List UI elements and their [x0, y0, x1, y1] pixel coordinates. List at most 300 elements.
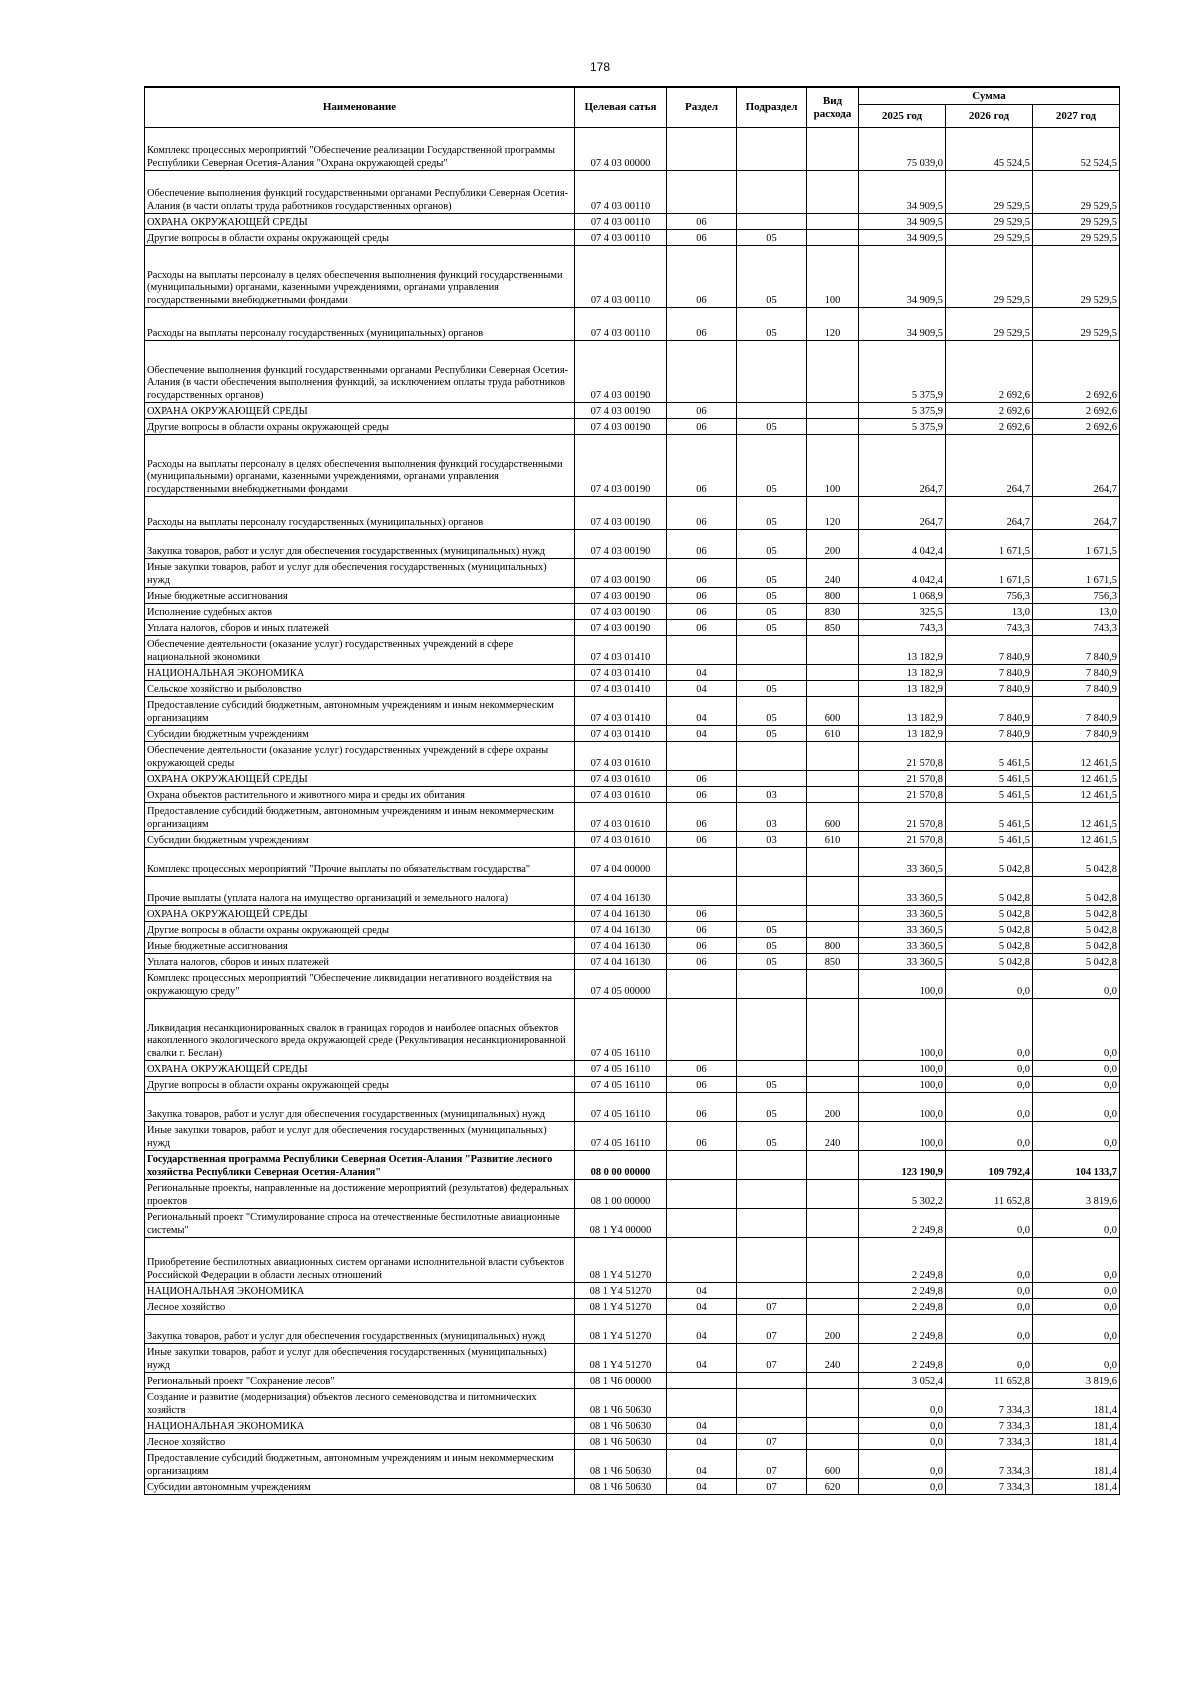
table-row: [145, 787, 1120, 803]
cell-2026: 13,0: [946, 604, 1033, 620]
cell-2025: 2 249,8: [859, 1209, 946, 1238]
cell-code: 07 4 03 01410: [575, 697, 667, 726]
cell-name: Другие вопросы в области охраны окружающей среды: [145, 230, 575, 246]
cell-name: Иные закупки товаров, работ и услуг для обеспечения государственных (муниципальных) нужд: [145, 1344, 575, 1373]
cell-2027: 0,0: [1033, 1122, 1120, 1151]
cell-name: Сельское хозяйство и рыболовство: [145, 681, 575, 697]
cell-code: 08 1 Y4 51270: [575, 1315, 667, 1344]
table-row: [145, 588, 1120, 604]
cell-2027: 52 524,5: [1033, 128, 1120, 171]
cell-2026: 0,0: [946, 1061, 1033, 1077]
cell-vid: [807, 341, 859, 403]
cell-2026: 0,0: [946, 1122, 1033, 1151]
cell-code: 07 4 03 00190: [575, 604, 667, 620]
cell-code: 07 4 03 01410: [575, 636, 667, 665]
cell-razdel: 06: [667, 1077, 737, 1093]
table-row: [145, 1389, 1120, 1418]
cell-code: 07 4 03 00110: [575, 230, 667, 246]
cell-podrazdel: 05: [737, 246, 807, 308]
cell-razdel: 06: [667, 1122, 737, 1151]
cell-vid: [807, 922, 859, 938]
table-row: [145, 214, 1120, 230]
cell-2026: 5 461,5: [946, 787, 1033, 803]
cell-razdel: [667, 1238, 737, 1283]
cell-2026: 7 334,3: [946, 1479, 1033, 1495]
cell-razdel: [667, 341, 737, 403]
cell-podrazdel: [737, 970, 807, 999]
table-row: [145, 1093, 1120, 1122]
cell-code: 07 4 03 01610: [575, 771, 667, 787]
cell-2027: 2 692,6: [1033, 341, 1120, 403]
cell-vid: [807, 742, 859, 771]
cell-2027: 29 529,5: [1033, 230, 1120, 246]
cell-razdel: 06: [667, 435, 737, 497]
cell-vid: 830: [807, 604, 859, 620]
cell-2027: 3 819,6: [1033, 1180, 1120, 1209]
cell-2026: 5 042,8: [946, 954, 1033, 970]
cell-2027: 0,0: [1033, 1077, 1120, 1093]
cell-2025: 13 182,9: [859, 665, 946, 681]
cell-razdel: 04: [667, 1283, 737, 1299]
cell-name: Региональные проекты, направленные на достижение мероприятий (результатов) федеральных проектов: [145, 1180, 575, 1209]
cell-podrazdel: 05: [737, 922, 807, 938]
cell-name: Обеспечение выполнения функций государственными органами Республики Северная Осетия-Алания (в части обеспечения выполнения функций, за исключением оплаты труда работников государственных органов): [145, 341, 575, 403]
cell-name: Комплекс процессных мероприятий "Обеспечение реализации Государственной программы Республики Северная Осетия-Алания "Охрана окружающей среды": [145, 128, 575, 171]
cell-podrazdel: [737, 1238, 807, 1283]
table-row: [145, 1180, 1120, 1209]
cell-code: 07 4 03 00110: [575, 308, 667, 341]
cell-vid: 610: [807, 726, 859, 742]
cell-podrazdel: 05: [737, 497, 807, 530]
cell-name: Предоставление субсидий бюджетным, автономным учреждениям и иным некоммерческим организациям: [145, 1450, 575, 1479]
cell-name: Региональный проект "Стимулирование спроса на отечественные беспилотные авиационные системы": [145, 1209, 575, 1238]
cell-name: Субсидии бюджетным учреждениям: [145, 726, 575, 742]
table-row: [145, 954, 1120, 970]
cell-razdel: 04: [667, 681, 737, 697]
cell-razdel: 06: [667, 559, 737, 588]
table-row: [145, 1061, 1120, 1077]
cell-2027: 12 461,5: [1033, 787, 1120, 803]
cell-vid: 600: [807, 803, 859, 832]
cell-2027: 7 840,9: [1033, 697, 1120, 726]
cell-2026: 5 461,5: [946, 803, 1033, 832]
cell-name: Предоставление субсидий бюджетным, автономным учреждениям и иным некоммерческим организациям: [145, 803, 575, 832]
cell-vid: [807, 787, 859, 803]
cell-vid: 800: [807, 588, 859, 604]
cell-2025: 75 039,0: [859, 128, 946, 171]
cell-name: Другие вопросы в области охраны окружающей среды: [145, 922, 575, 938]
cell-name: Региональный проект "Сохранение лесов": [145, 1373, 575, 1389]
cell-vid: 620: [807, 1479, 859, 1495]
cell-name: Расходы на выплаты персоналу в целях обеспечения выполнения функций государственными (муниципальными) органами, казенными учреждениями, органами управления государственными внебюджетными фондами: [145, 246, 575, 308]
cell-2025: 2 249,8: [859, 1283, 946, 1299]
cell-vid: 600: [807, 1450, 859, 1479]
table-row: [145, 681, 1120, 697]
cell-name: Исполнение судебных актов: [145, 604, 575, 620]
cell-razdel: 06: [667, 787, 737, 803]
cell-2027: 5 042,8: [1033, 938, 1120, 954]
cell-vid: 100: [807, 435, 859, 497]
header-podrazdel: Подраздел: [737, 87, 807, 128]
cell-vid: 850: [807, 954, 859, 970]
cell-2026: 7 840,9: [946, 726, 1033, 742]
cell-vid: [807, 1434, 859, 1450]
cell-2025: 100,0: [859, 999, 946, 1061]
cell-razdel: [667, 1209, 737, 1238]
cell-podrazdel: [737, 665, 807, 681]
cell-2026: 29 529,5: [946, 214, 1033, 230]
table-row: [145, 530, 1120, 559]
cell-code: 07 4 03 01610: [575, 787, 667, 803]
cell-name: Другие вопросы в области охраны окружающей среды: [145, 419, 575, 435]
cell-code: 07 4 04 16130: [575, 922, 667, 938]
cell-name: Субсидии автономным учреждениям: [145, 1479, 575, 1495]
cell-2025: 123 190,9: [859, 1151, 946, 1180]
cell-vid: [807, 1299, 859, 1315]
cell-2026: 5 461,5: [946, 771, 1033, 787]
cell-code: 07 4 03 00110: [575, 246, 667, 308]
cell-podrazdel: 05: [737, 230, 807, 246]
cell-code: 07 4 04 16130: [575, 938, 667, 954]
cell-podrazdel: [737, 742, 807, 771]
cell-2025: 100,0: [859, 1122, 946, 1151]
budget-table: [144, 86, 1120, 1495]
cell-razdel: 06: [667, 419, 737, 435]
cell-code: 07 4 04 16130: [575, 906, 667, 922]
table-row: [145, 970, 1120, 999]
cell-code: 07 4 05 16110: [575, 1093, 667, 1122]
cell-vid: [807, 906, 859, 922]
cell-podrazdel: 05: [737, 697, 807, 726]
table-row: [145, 697, 1120, 726]
cell-code: 07 4 03 00110: [575, 171, 667, 214]
cell-vid: [807, 1209, 859, 1238]
cell-2027: 0,0: [1033, 999, 1120, 1061]
table-row: [145, 1238, 1120, 1283]
cell-name: Уплата налогов, сборов и иных платежей: [145, 954, 575, 970]
cell-2026: 11 652,8: [946, 1180, 1033, 1209]
cell-podrazdel: [737, 1418, 807, 1434]
cell-2027: 7 840,9: [1033, 665, 1120, 681]
cell-2027: 13,0: [1033, 604, 1120, 620]
header-code: Целевая сатья: [575, 87, 667, 128]
cell-2026: 7 334,3: [946, 1450, 1033, 1479]
cell-name: Государственная программа Республики Северная Осетия-Алания "Развитие лесного хозяйства Республики Северная Осетия-Алания": [145, 1151, 575, 1180]
cell-2027: 5 042,8: [1033, 922, 1120, 938]
cell-razdel: 04: [667, 1299, 737, 1315]
header-2025: 2025 год: [859, 105, 946, 128]
cell-razdel: 04: [667, 1344, 737, 1373]
table-row: [145, 1344, 1120, 1373]
cell-2025: 100,0: [859, 1093, 946, 1122]
cell-2026: 264,7: [946, 435, 1033, 497]
cell-razdel: 06: [667, 771, 737, 787]
cell-2025: 743,3: [859, 620, 946, 636]
cell-2026: 7 334,3: [946, 1389, 1033, 1418]
cell-name: ОХРАНА ОКРУЖАЮЩЕЙ СРЕДЫ: [145, 906, 575, 922]
cell-vid: [807, 665, 859, 681]
cell-vid: 200: [807, 1093, 859, 1122]
cell-code: 07 4 03 00190: [575, 403, 667, 419]
cell-code: 07 4 03 01610: [575, 803, 667, 832]
cell-2026: 7 840,9: [946, 697, 1033, 726]
cell-2025: 33 360,5: [859, 954, 946, 970]
cell-code: 07 4 05 16110: [575, 1122, 667, 1151]
cell-podrazdel: 05: [737, 308, 807, 341]
table-row: [145, 771, 1120, 787]
cell-code: 07 4 03 01610: [575, 832, 667, 848]
cell-2026: 1 671,5: [946, 559, 1033, 588]
cell-code: 07 4 04 16130: [575, 877, 667, 906]
table-row: [145, 1450, 1120, 1479]
cell-razdel: 06: [667, 832, 737, 848]
cell-vid: [807, 419, 859, 435]
cell-2027: 1 671,5: [1033, 559, 1120, 588]
cell-code: 08 0 00 00000: [575, 1151, 667, 1180]
cell-2027: 181,4: [1033, 1418, 1120, 1434]
cell-podrazdel: 05: [737, 559, 807, 588]
header-2026: 2026 год: [946, 105, 1033, 128]
cell-2027: 181,4: [1033, 1389, 1120, 1418]
header-sum: Сумма: [859, 87, 1120, 105]
table-row: [145, 665, 1120, 681]
cell-razdel: 04: [667, 1450, 737, 1479]
cell-2025: 34 909,5: [859, 214, 946, 230]
cell-code: 07 4 03 00190: [575, 588, 667, 604]
cell-2025: 2 249,8: [859, 1238, 946, 1283]
cell-vid: [807, 771, 859, 787]
cell-vid: [807, 1077, 859, 1093]
cell-razdel: [667, 742, 737, 771]
cell-podrazdel: [737, 1373, 807, 1389]
cell-name: НАЦИОНАЛЬНАЯ ЭКОНОМИКА: [145, 1418, 575, 1434]
cell-2026: 29 529,5: [946, 246, 1033, 308]
cell-code: 07 4 03 00190: [575, 530, 667, 559]
cell-code: 07 4 03 00190: [575, 620, 667, 636]
table-row: [145, 1434, 1120, 1450]
cell-2026: 0,0: [946, 970, 1033, 999]
cell-vid: [807, 1180, 859, 1209]
cell-code: 08 1 Y4 51270: [575, 1344, 667, 1373]
cell-podrazdel: 07: [737, 1434, 807, 1450]
cell-2027: 264,7: [1033, 435, 1120, 497]
cell-podrazdel: 05: [737, 530, 807, 559]
cell-2025: 5 302,2: [859, 1180, 946, 1209]
table-row: [145, 308, 1120, 341]
cell-2026: 0,0: [946, 1299, 1033, 1315]
cell-2025: 21 570,8: [859, 832, 946, 848]
cell-2026: 2 692,6: [946, 341, 1033, 403]
cell-2026: 0,0: [946, 1093, 1033, 1122]
cell-code: 07 4 05 16110: [575, 999, 667, 1061]
cell-2026: 0,0: [946, 1209, 1033, 1238]
cell-2025: 100,0: [859, 1077, 946, 1093]
cell-vid: [807, 999, 859, 1061]
table-row: [145, 246, 1120, 308]
cell-podrazdel: [737, 1209, 807, 1238]
cell-podrazdel: [737, 1283, 807, 1299]
cell-podrazdel: 05: [737, 681, 807, 697]
cell-2027: 0,0: [1033, 1238, 1120, 1283]
cell-podrazdel: 05: [737, 1093, 807, 1122]
cell-2025: 13 182,9: [859, 681, 946, 697]
table-row: [145, 1283, 1120, 1299]
table-row: [145, 435, 1120, 497]
cell-2026: 7 840,9: [946, 665, 1033, 681]
cell-2027: 104 133,7: [1033, 1151, 1120, 1180]
cell-name: ОХРАНА ОКРУЖАЮЩЕЙ СРЕДЫ: [145, 771, 575, 787]
cell-2026: 2 692,6: [946, 403, 1033, 419]
cell-2027: 12 461,5: [1033, 803, 1120, 832]
table-row: [145, 636, 1120, 665]
cell-2025: 264,7: [859, 497, 946, 530]
cell-razdel: 06: [667, 938, 737, 954]
table-row: [145, 1151, 1120, 1180]
cell-podrazdel: 05: [737, 1122, 807, 1151]
cell-razdel: [667, 848, 737, 877]
cell-2026: 743,3: [946, 620, 1033, 636]
cell-razdel: 06: [667, 403, 737, 419]
cell-vid: 800: [807, 938, 859, 954]
cell-podrazdel: [737, 906, 807, 922]
cell-vid: [807, 970, 859, 999]
cell-2025: 264,7: [859, 435, 946, 497]
cell-2027: 0,0: [1033, 1344, 1120, 1373]
cell-2027: 0,0: [1033, 1283, 1120, 1299]
table-row: [145, 1479, 1120, 1495]
cell-2027: 29 529,5: [1033, 308, 1120, 341]
cell-2026: 29 529,5: [946, 230, 1033, 246]
cell-razdel: 06: [667, 308, 737, 341]
cell-razdel: 06: [667, 1093, 737, 1122]
cell-2025: 4 042,4: [859, 530, 946, 559]
cell-vid: [807, 681, 859, 697]
cell-2027: 29 529,5: [1033, 246, 1120, 308]
cell-podrazdel: 05: [737, 419, 807, 435]
cell-name: Комплекс процессных мероприятий "Обеспечение ликвидации негативного воздействия на окружающую среду": [145, 970, 575, 999]
cell-podrazdel: 05: [737, 726, 807, 742]
cell-name: Обеспечение выполнения функций государственными органами Республики Северная Осетия-Алания (в части оплаты труда работников государственных органов): [145, 171, 575, 214]
cell-code: 08 1 Ч6 50630: [575, 1479, 667, 1495]
cell-name: Иные закупки товаров, работ и услуг для обеспечения государственных (муниципальных) нужд: [145, 1122, 575, 1151]
cell-podrazdel: [737, 341, 807, 403]
cell-podrazdel: [737, 128, 807, 171]
cell-2027: 1 671,5: [1033, 530, 1120, 559]
cell-vid: [807, 214, 859, 230]
cell-podrazdel: [737, 848, 807, 877]
cell-razdel: 06: [667, 803, 737, 832]
cell-podrazdel: 03: [737, 803, 807, 832]
cell-vid: 600: [807, 697, 859, 726]
cell-2026: 5 042,8: [946, 848, 1033, 877]
cell-name: Лесное хозяйство: [145, 1299, 575, 1315]
cell-name: Ликвидация несанкционированных свалок в границах городов и наиболее опасных объектов накопленного экологического вреда окружающей среде (Рекультивация несанкционированной свалки г. Беслан): [145, 999, 575, 1061]
cell-code: 07 4 03 00190: [575, 559, 667, 588]
cell-2026: 2 692,6: [946, 419, 1033, 435]
cell-razdel: 06: [667, 620, 737, 636]
cell-2027: 7 840,9: [1033, 681, 1120, 697]
cell-code: 08 1 Y4 51270: [575, 1283, 667, 1299]
cell-podrazdel: 05: [737, 954, 807, 970]
cell-2027: 264,7: [1033, 497, 1120, 530]
table-row: [145, 1373, 1120, 1389]
cell-2026: 0,0: [946, 1344, 1033, 1373]
cell-podrazdel: [737, 214, 807, 230]
cell-code: 07 4 03 01610: [575, 742, 667, 771]
cell-2026: 7 840,9: [946, 681, 1033, 697]
cell-vid: [807, 877, 859, 906]
cell-2025: 0,0: [859, 1479, 946, 1495]
table-row: [145, 604, 1120, 620]
cell-razdel: 04: [667, 1434, 737, 1450]
table-row: [145, 403, 1120, 419]
cell-2026: 0,0: [946, 1077, 1033, 1093]
cell-name: Закупка товаров, работ и услуг для обеспечения государственных (муниципальных) нужд: [145, 530, 575, 559]
cell-2027: 7 840,9: [1033, 726, 1120, 742]
cell-code: 07 4 05 16110: [575, 1061, 667, 1077]
cell-podrazdel: [737, 877, 807, 906]
cell-2027: 743,3: [1033, 620, 1120, 636]
cell-vid: 240: [807, 1122, 859, 1151]
cell-podrazdel: 05: [737, 435, 807, 497]
cell-2027: 181,4: [1033, 1434, 1120, 1450]
cell-2026: 45 524,5: [946, 128, 1033, 171]
cell-razdel: 04: [667, 665, 737, 681]
cell-2025: 34 909,5: [859, 171, 946, 214]
cell-name: Прочие выплаты (уплата налога на имущество организаций и земельного налога): [145, 877, 575, 906]
cell-2026: 5 042,8: [946, 938, 1033, 954]
table-row: [145, 171, 1120, 214]
cell-2026: 0,0: [946, 1315, 1033, 1344]
cell-vid: 120: [807, 497, 859, 530]
cell-razdel: 06: [667, 588, 737, 604]
table-row: [145, 742, 1120, 771]
cell-name: Закупка товаров, работ и услуг для обеспечения государственных (муниципальных) нужд: [145, 1315, 575, 1344]
cell-2025: 13 182,9: [859, 636, 946, 665]
cell-2025: 33 360,5: [859, 906, 946, 922]
cell-name: Другие вопросы в области охраны окружающей среды: [145, 1077, 575, 1093]
table-row: [145, 497, 1120, 530]
cell-podrazdel: [737, 1389, 807, 1418]
cell-podrazdel: [737, 999, 807, 1061]
cell-2026: 7 334,3: [946, 1418, 1033, 1434]
cell-code: 07 4 03 00190: [575, 497, 667, 530]
cell-podrazdel: 07: [737, 1479, 807, 1495]
cell-vid: [807, 1373, 859, 1389]
cell-podrazdel: 03: [737, 832, 807, 848]
cell-2025: 33 360,5: [859, 922, 946, 938]
cell-2025: 5 375,9: [859, 341, 946, 403]
cell-2027: 0,0: [1033, 1093, 1120, 1122]
cell-razdel: 06: [667, 230, 737, 246]
cell-name: НАЦИОНАЛЬНАЯ ЭКОНОМИКА: [145, 665, 575, 681]
cell-razdel: 06: [667, 1061, 737, 1077]
header-razdel: Раздел: [667, 87, 737, 128]
cell-2025: 33 360,5: [859, 938, 946, 954]
cell-2025: 325,5: [859, 604, 946, 620]
cell-2027: 12 461,5: [1033, 832, 1120, 848]
cell-name: Закупка товаров, работ и услуг для обеспечения государственных (муниципальных) нужд: [145, 1093, 575, 1122]
cell-2027: 0,0: [1033, 1315, 1120, 1344]
cell-vid: 200: [807, 530, 859, 559]
cell-razdel: 06: [667, 246, 737, 308]
cell-name: Расходы на выплаты персоналу в целях обеспечения выполнения функций государственными (муниципальными) органами, казенными учреждениями, органами управления государственными внебюджетными фондами: [145, 435, 575, 497]
cell-2025: 3 052,4: [859, 1373, 946, 1389]
table-header: [145, 87, 1120, 128]
cell-vid: [807, 403, 859, 419]
cell-vid: [807, 1151, 859, 1180]
cell-name: Лесное хозяйство: [145, 1434, 575, 1450]
